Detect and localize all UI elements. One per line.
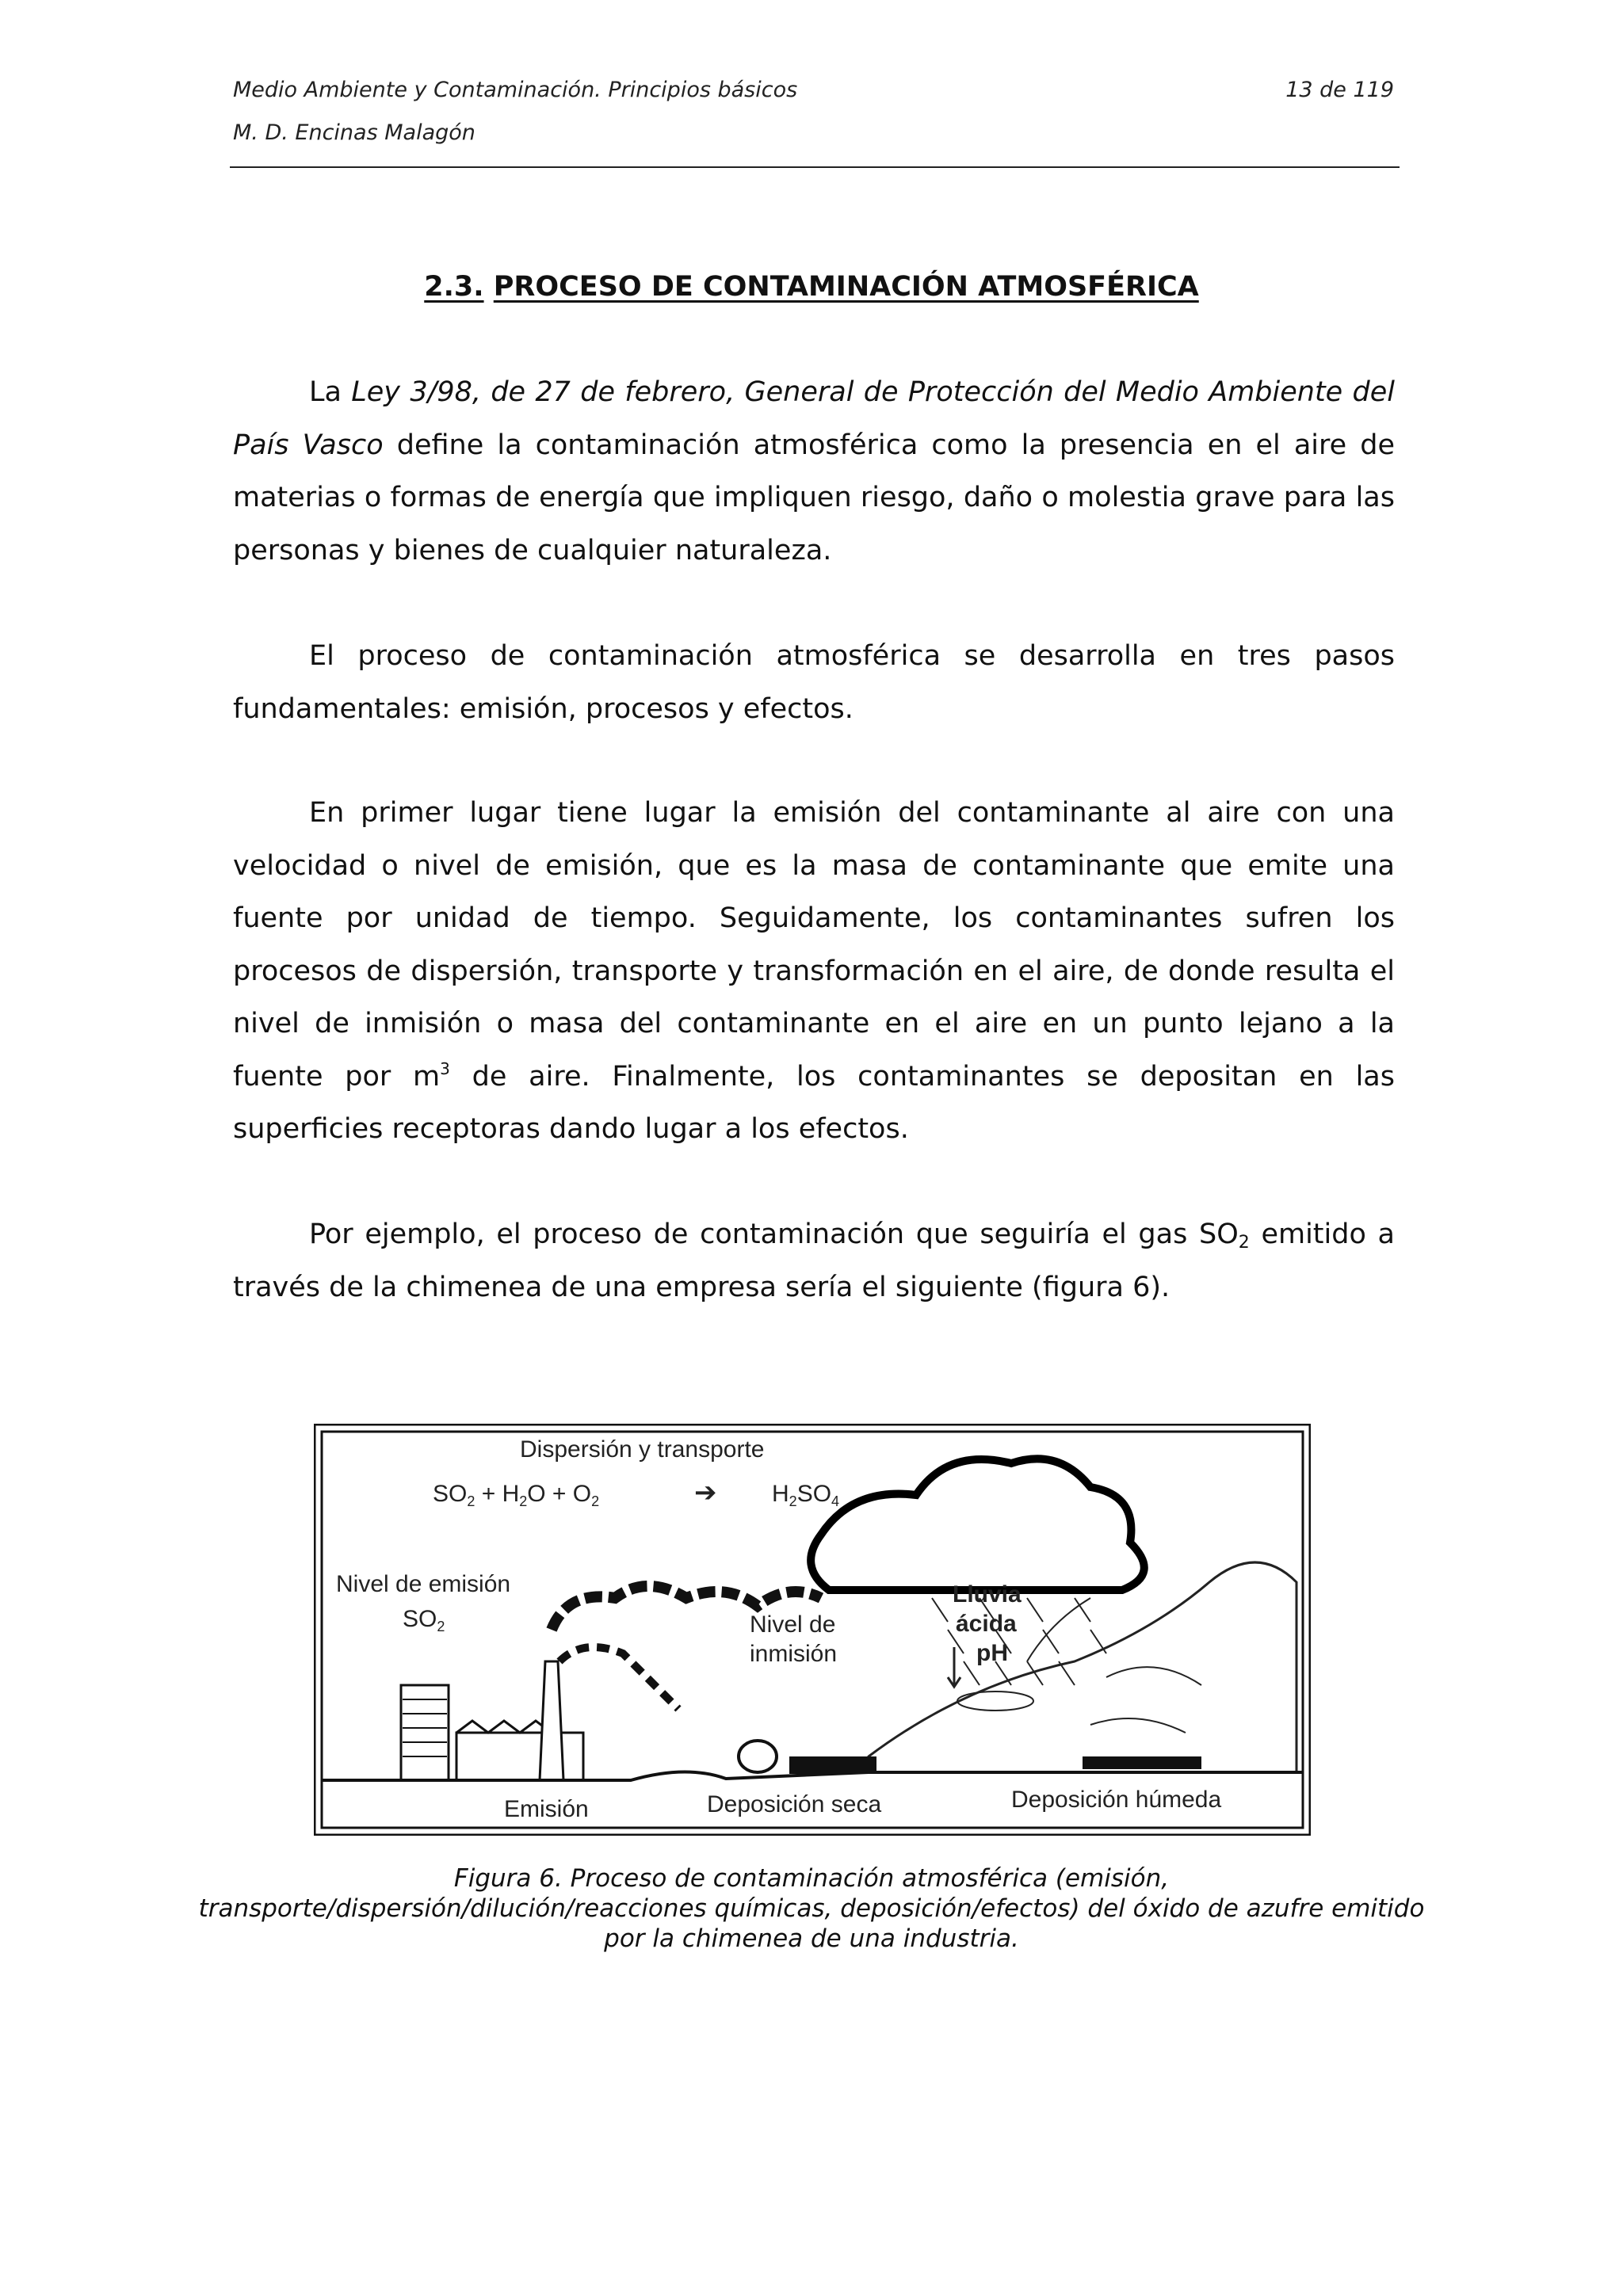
header-title: Medio Ambiente y Contaminación. Principios básicos: [233, 78, 798, 102]
label-emission-level: Nivel de emisión: [336, 1571, 511, 1597]
figure-caption: Figura 6. Proceso de contaminación atmosférica (emisión, transporte/dispersión/dilución/reacciones químicas, deposición/efectos) del óxido de azufre emitido por la chimenea de una industria.: [198, 1864, 1425, 1953]
header-author: M. D. Encinas Malagón: [233, 120, 475, 145]
chimney: [540, 1661, 563, 1780]
paragraph-example: Por ejemplo, el proceso de contaminación que seguiría el gas $SO_2$ emitido a través de la chimenea de una empresa sería el siguiente (figura 6).: [233, 1219, 1395, 1303]
label-wet-deposition: Deposición húmeda: [1011, 1787, 1222, 1813]
section-heading: PROCESO DE CONTAMINACIÓN ATMOSFÉRICA: [493, 271, 1199, 303]
label-rain-3: pH: [976, 1640, 1008, 1666]
tree: [739, 1741, 777, 1772]
reaction-product: $H_2SO_4$: [772, 1481, 840, 1509]
label-rain-1: Lluvia: [953, 1581, 1022, 1608]
reaction-reactants: $SO_2 + H_2O + O_2$: [433, 1481, 600, 1509]
page-number: 13 de 119: [1285, 78, 1394, 102]
label-immission-1: Nivel de: [750, 1611, 836, 1638]
paragraph-process: En primer lugar tiene lugar la emisión del contaminante al aire con una velocidad o nivel de emisión, que es la masa de contaminante que emite una fuente por unidad de tiempo. Seguidamente, los contaminantes sufren los procesos de dispersión, transporte y transformación en el aire, de donde resulta el nivel de inmisión o masa del contaminante en el aire en un punto lejano a la fuente por $m^3$ de aire. Finalmente, los contaminantes se depositan en las superficies receptoras dando lugar a los efectos.: [233, 797, 1395, 1145]
label-emission-so2: $SO_2$: [403, 1606, 445, 1634]
paragraph-steps: El proceso de contaminación atmosférica se desarrolla en tres pasos fundamentales: emisión, procesos y efectos.: [233, 640, 1395, 725]
section-number: 2.3.: [424, 271, 484, 303]
paragraph-definition: La Ley 3/98, de 27 de febrero, General de Protección del Medio Ambiente del País Vasco define la contaminación atmosférica como la presencia en el aire de materias o formas de energía que impliquen riesgo, daño o molestia grave para las personas y bienes de cualquier naturaleza.: [233, 376, 1396, 566]
label-rain-2: ácida: [956, 1611, 1017, 1637]
law-reference: Ley 3/98, de 27 de febrero, General de Protección del Medio Ambiente del País Vasco: [233, 376, 1395, 461]
label-immission-2: inmisión: [750, 1641, 838, 1667]
section-title: [0, 271, 1623, 303]
label-dry-deposition: Deposición seca: [707, 1791, 882, 1817]
dry-deposit: [789, 1756, 876, 1774]
wet-deposit: [1083, 1756, 1201, 1769]
label-dispersion: Dispersión y transporte: [520, 1436, 765, 1463]
reaction-arrow: ➔: [694, 1478, 717, 1508]
label-emission: Emisión: [504, 1796, 589, 1822]
header-divider: [230, 166, 1400, 168]
figure-pollution-diagram: [314, 1424, 1311, 1836]
